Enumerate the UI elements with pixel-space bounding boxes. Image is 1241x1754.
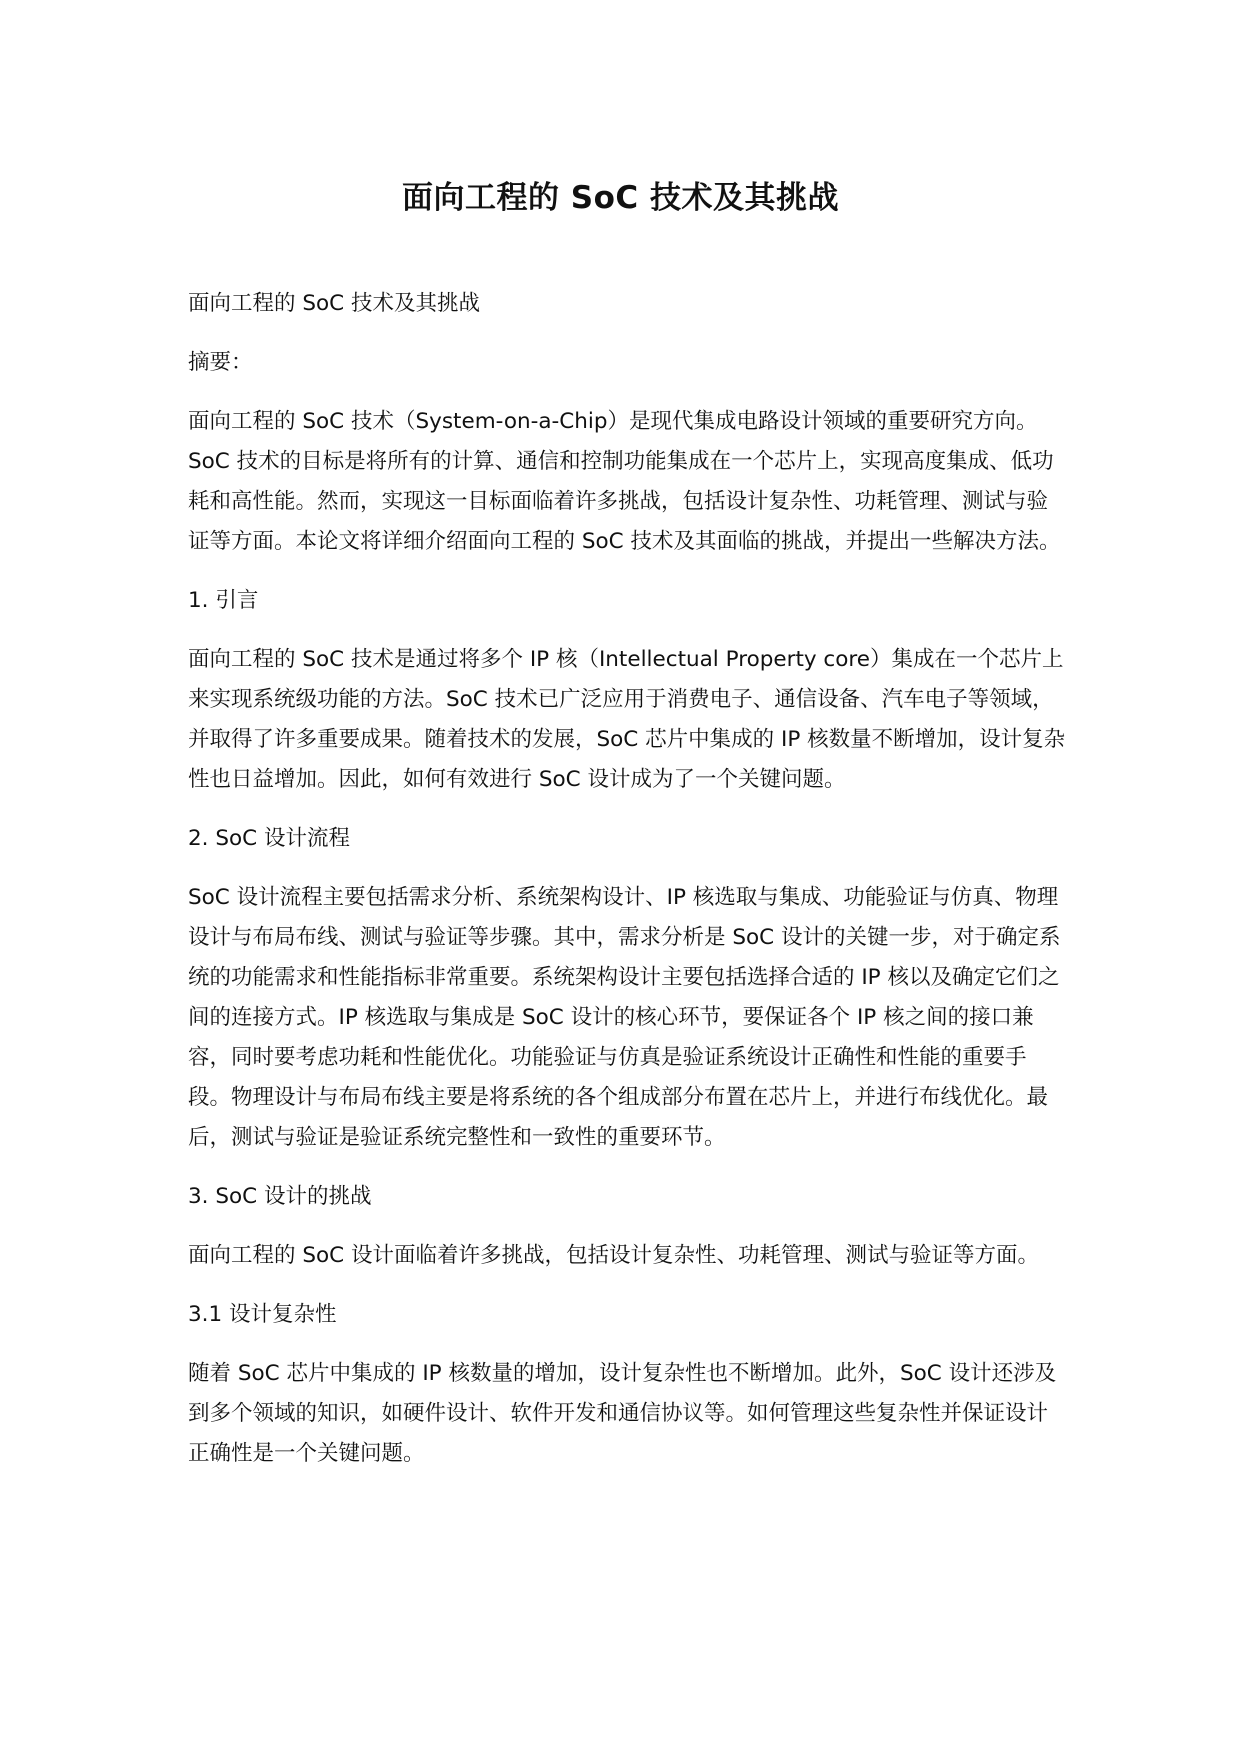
- abstract-label: 摘要：: [188, 350, 253, 375]
- document-body: [188, 284, 1068, 1493]
- section-paragraph-introduction: 面向工程的 SoC 技术是通过将多个 IP 核（Intellectual Property core）集成在一个芯片上来实现系统级功能的方法。SoC 技术已广泛应用于消费电子、通信设备、汽车电子等领域，并取得了许多重要成果。随着技术的发展，SoC 芯片中集成的 IP 核数量不断增加，设计复杂性也日益增加。因此，如何有效进行 SoC 设计成为了一个关键问题。: [188, 647, 1066, 792]
- section-heading-introduction: 1. 引言: [188, 588, 259, 613]
- document-subtitle: 面向工程的 SoC 技术及其挑战: [188, 291, 480, 316]
- section-heading-design-complexity: 3.1 设计复杂性: [188, 1302, 337, 1327]
- section-heading-challenges: 3. SoC 设计的挑战: [188, 1184, 372, 1209]
- abstract-paragraph: 面向工程的 SoC 技术（System-on-a-Chip）是现代集成电路设计领域的重要研究方向。SoC 技术的目标是将所有的计算、通信和控制功能集成在一个芯片上，实现高度集成、低功耗和高性能。然而，实现这一目标面临着许多挑战，包括设计复杂性、功耗管理、测试与验证等方面。本论文将详细介绍面向工程的 SoC 技术及其面临的挑战，并提出一些解决方法。: [188, 409, 1061, 554]
- section-paragraph-design-flow: SoC 设计流程主要包括需求分析、系统架构设计、IP 核选取与集成、功能验证与仿真、物理设计与布局布线、测试与验证等步骤。其中，需求分析是 SoC 设计的关键一步，对于确定系统的功能需求和性能指标非常重要。系统架构设计主要包括选择合适的 IP 核以及确定它们之间的连接方式。IP 核选取与集成是 SoC 设计的核心环节，要保证各个 IP 核之间的接口兼容，同时要考虑功耗和性能优化。功能验证与仿真是验证系统设计正确性和性能的重要手段。物理设计与布局布线主要是将系统的各个组成部分布置在芯片上，并进行布线优化。最后，测试与验证是验证系统完整性和一致性的重要环节。: [188, 885, 1061, 1150]
- document-title: 面向工程的 SoC 技术及其挑战: [402, 180, 839, 216]
- section-paragraph-challenges: 面向工程的 SoC 设计面临着许多挑战，包括设计复杂性、功耗管理、测试与验证等方面。: [188, 1243, 1039, 1268]
- section-paragraph-design-complexity: 随着 SoC 芯片中集成的 IP 核数量的增加，设计复杂性也不断增加。此外，SoC 设计还涉及到多个领域的知识，如硬件设计、软件开发和通信协议等。如何管理这些复杂性并保证设计正确性是一个关键问题。: [188, 1361, 1057, 1466]
- section-heading-design-flow: 2. SoC 设计流程: [188, 826, 350, 851]
